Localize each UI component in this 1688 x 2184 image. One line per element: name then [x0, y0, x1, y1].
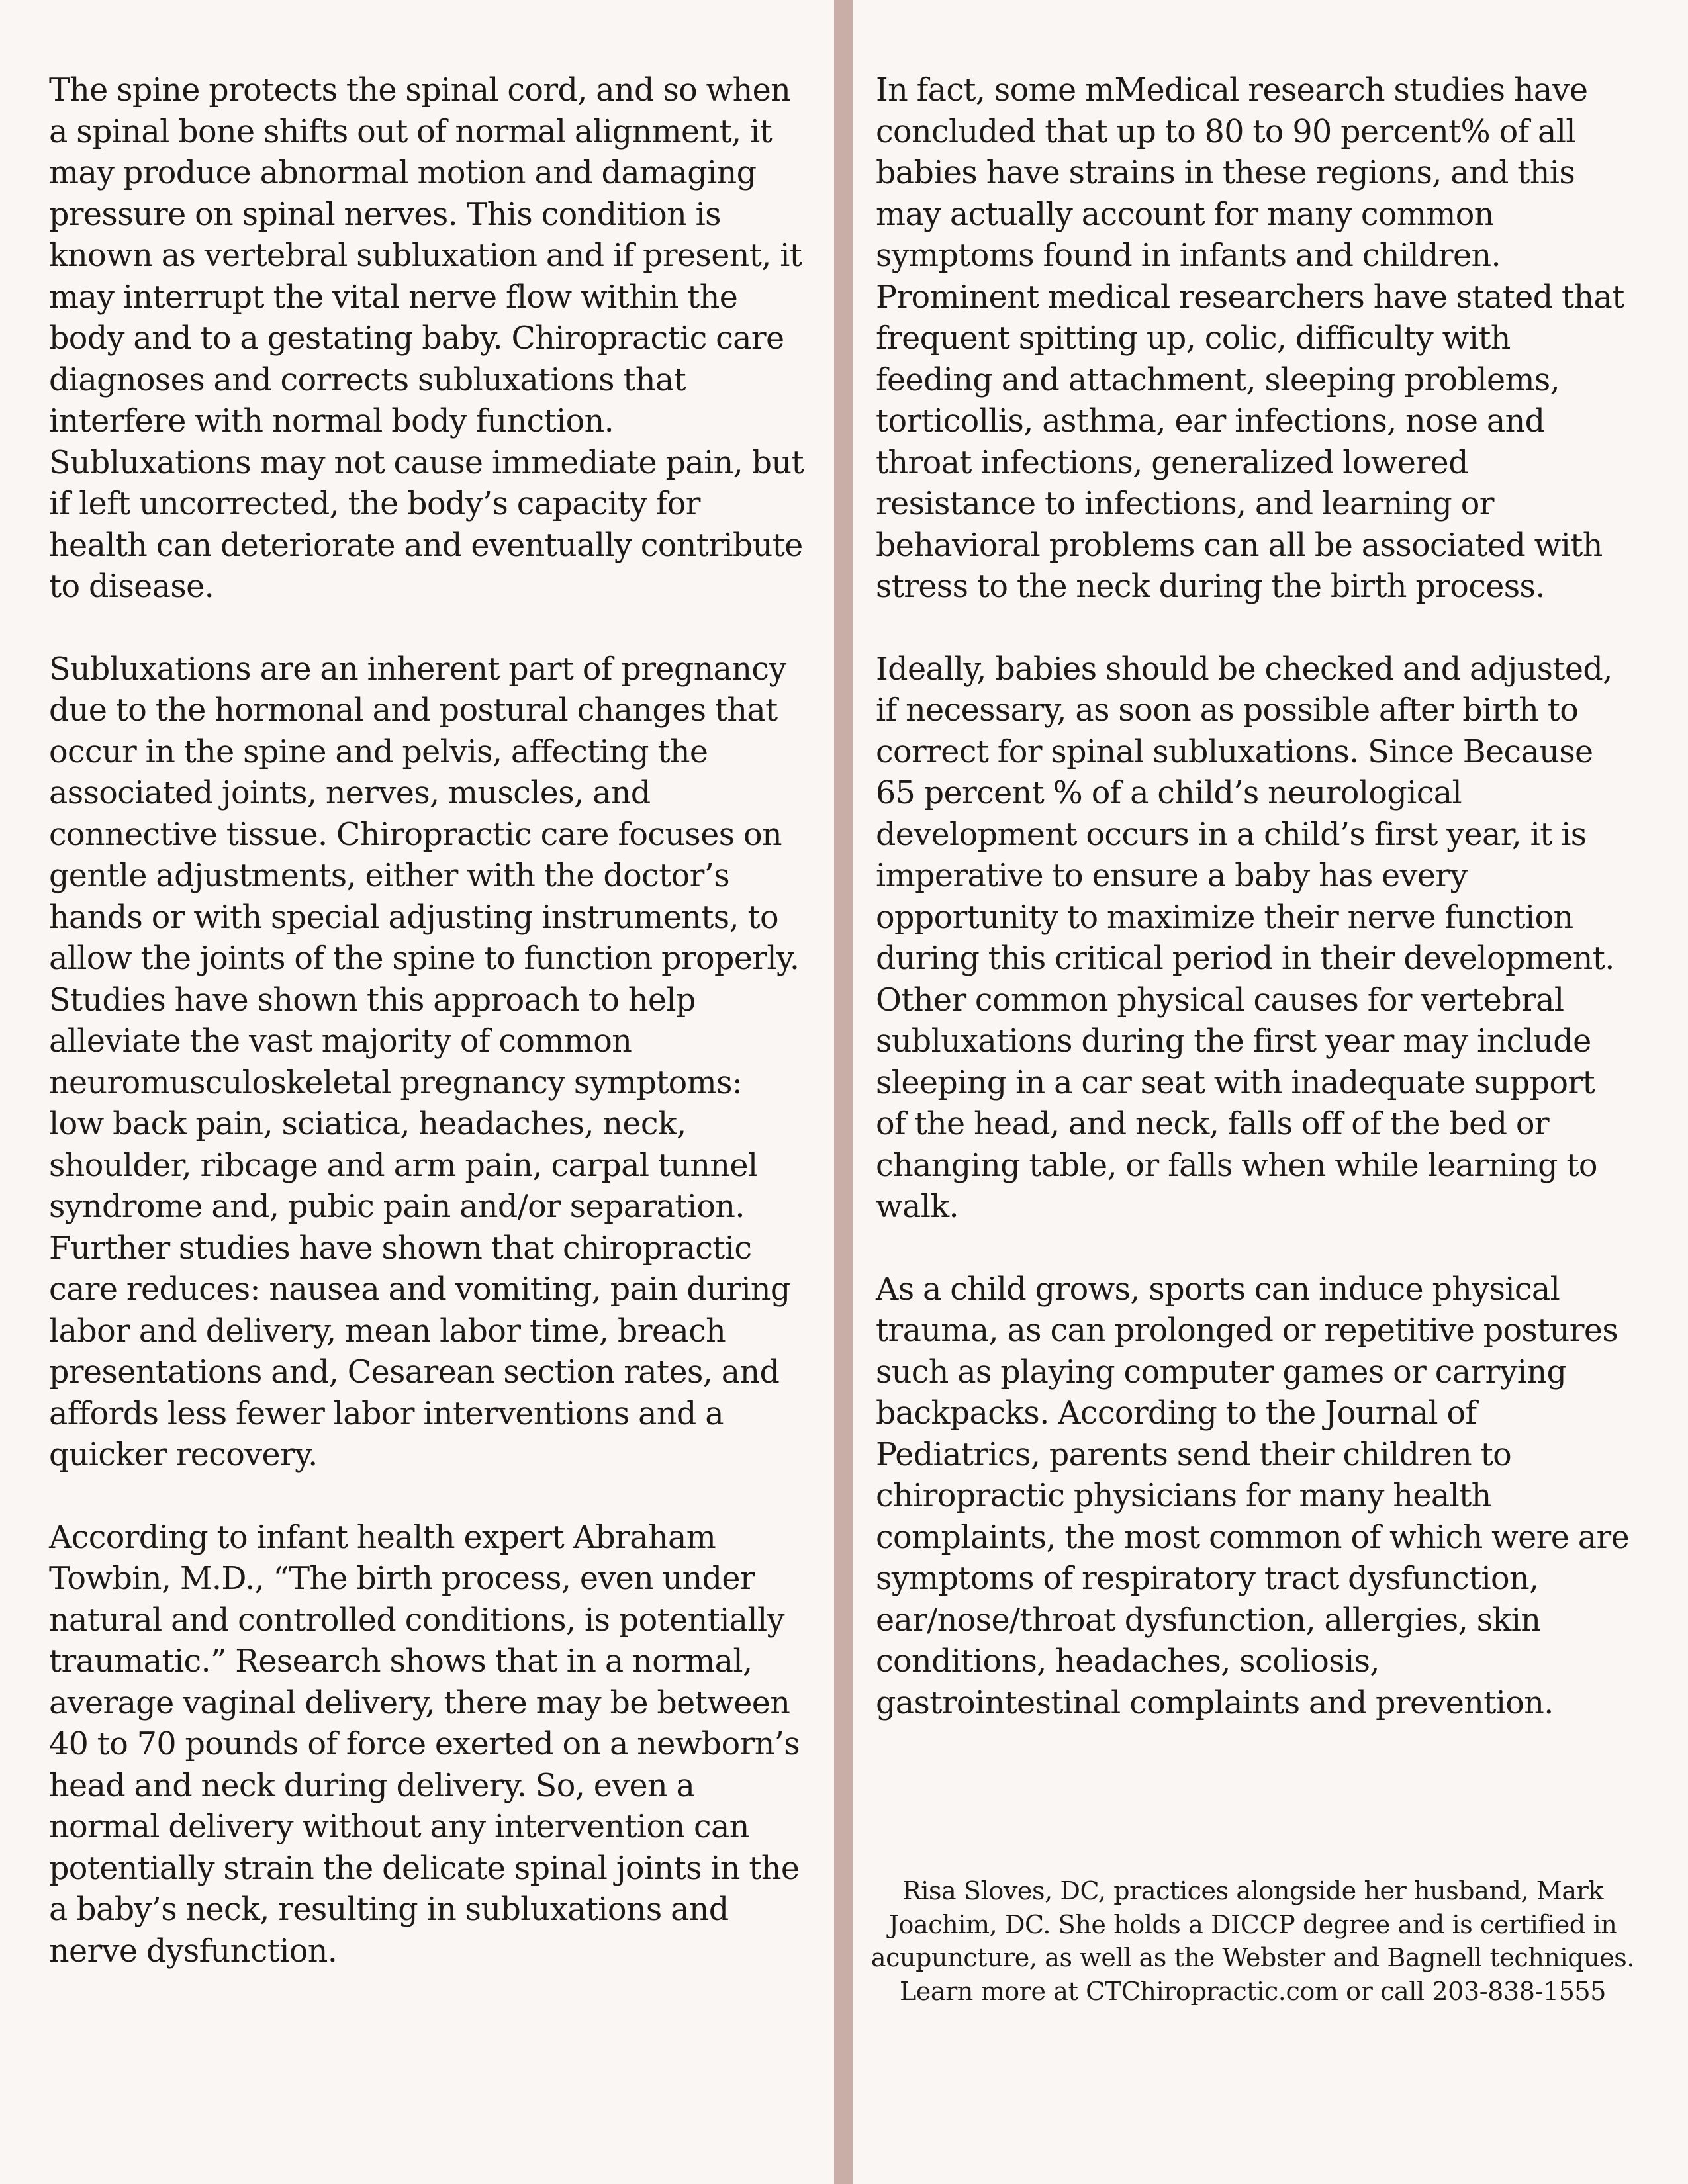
column-divider: [834, 0, 853, 2184]
paragraph-infant-strains: In fact, some mMedical research studies have concluded that up to 80 to 90 percent% of all babies have strains in these regions, and this may actually account for many common symptoms found in infants and children. Prominent medical researchers have stated that frequent spitting up, colic, difficulty with feeding and attachment, sleeping problems, torticollis, asthma, ear infections, nose and throat infections, generalized lowered resistance to infections, and learning or behavioral problems can all be associated with stress to the neck during the birth process.: [876, 72, 1624, 605]
paragraph-pregnancy-subluxations: Subluxations are an inherent part of pregnancy due to the hormonal and postural changes that occur in the spine and pelvis, affecting the associated joints, nerves, muscles, and connective tissue. Chiropractic care focuses on gentle adjustments, either with the doctor’s hands or with special adjusting instruments, to allow the joints of the spine to function properly. Studies have shown this approach to help alleviate the vast majority of common neuromusculoskeletal pregnancy symptoms: low back pain, sciatica, headaches, neck, shoulder, ribcage and arm pain, carpal tunnel syndrome and, pubic pain and/or separation. Further studies have shown that chiropractic care reduces: nausea and vomiting, pain during labor and delivery, mean labor time, breach presentations and, Cesarean section rates, and affords less fewer labor interventions and a quicker recovery.: [49, 651, 800, 1473]
right-column: [876, 70, 1630, 1765]
paragraph-vertebral-subluxation: The spine protects the spinal cord, and so when a spinal bone shifts out of normal alignment, it may produce abnormal motion and damaging pressure on spinal nerves. This condition is known as vertebral subluxation and if present, it may interrupt the vital nerve flow within the body and to a gestating baby. Chiropractic care diagnoses and corrects subluxations that interfere with normal body function. Subluxations may not cause immediate pain, but if left uncorrected, the body’s capacity for health can deteriorate and eventually contribute to disease.: [49, 72, 804, 605]
paragraph-birth-trauma: According to infant health expert Abraham Towbin, M.D., “The birth process, even under natural and controlled conditions, is potentially traumatic.” Research shows that in a normal, average vaginal delivery, there may be between 40 to 70 pounds of force exerted on a newborn’s head and neck during delivery. So, even a normal delivery without any intervention can potentially strain the delicate spinal joints in the a baby’s neck, resulting in subluxations and nerve dysfunction.: [49, 1519, 800, 1970]
left-column: [49, 70, 804, 2013]
author-bio: Risa Sloves, DC, practices alongside her husband, Mark Joachim, DC. She holds a DICCP degree and is certified in acupuncture, as well as the Webster and Bagnell techniques. Learn more at CTChiropractic.com or call 203-838-1555: [870, 1876, 1635, 2006]
paragraph-infant-adjustments: Ideally, babies should be checked and adjusted, if necessary, as soon as possible after birth to correct for spinal subluxations. Since Because 65 percent % of a child’s neurological development occurs in a child’s first year, it is imperative to ensure a baby has every opportunity to maximize their nerve function during this critical period in their development. Other common physical causes for vertebral subluxations during the first year may include sleeping in a car seat with inadequate support of the head, and neck, falls off of the bed or changing table, or falls when while learning to walk.: [876, 651, 1615, 1225]
paragraph-child-trauma: As a child grows, sports can induce physical trauma, as can prolonged or repetitive postures such as playing computer games or carrying backpacks. According to the Journal of Pediatrics, parents send their children to chiropractic physicians for many health complaints, the most common of which were are symptoms of respiratory tract dysfunction, ear/nose/throat dysfunction, allergies, skin conditions, headaches, scoliosis, gastrointestinal complaints and prevention.: [876, 1271, 1630, 1721]
